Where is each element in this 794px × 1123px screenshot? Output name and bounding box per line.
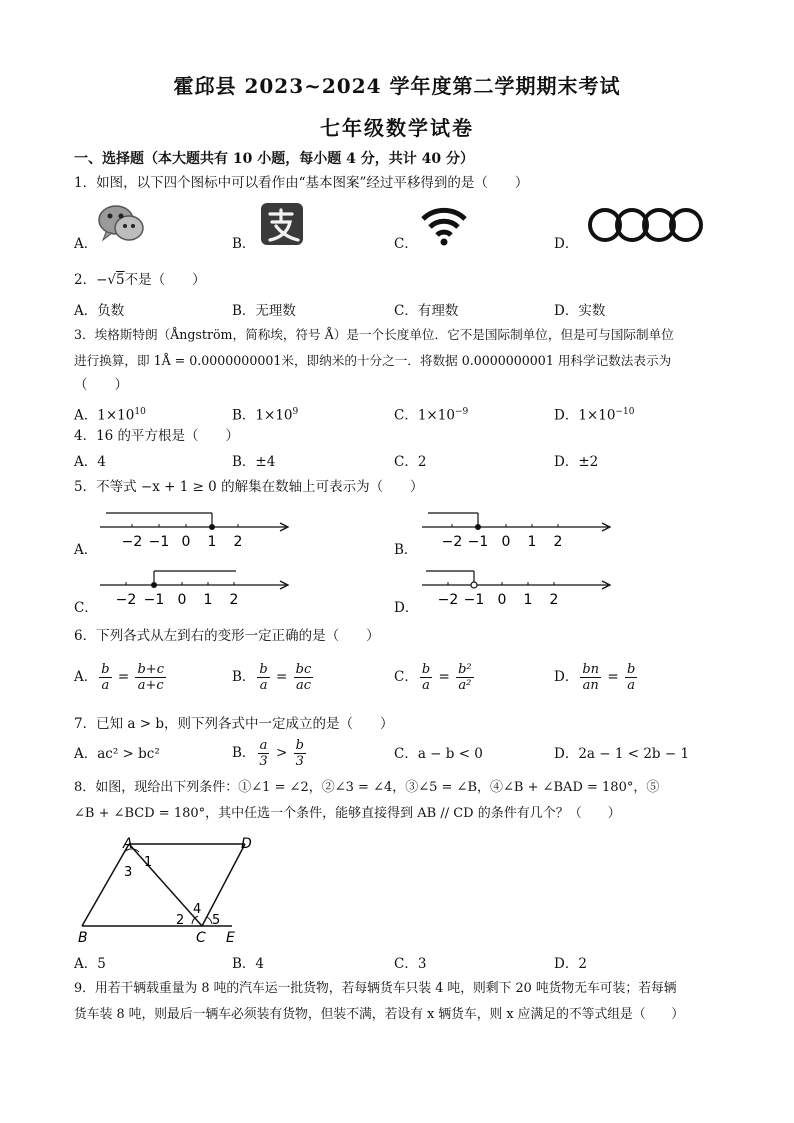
tick-label: −1 bbox=[143, 592, 165, 608]
tick-label: −2 bbox=[121, 534, 143, 550]
point-label-d: D bbox=[241, 836, 252, 852]
q4-option-d: D．±2 bbox=[554, 454, 599, 470]
point-label-e: E bbox=[226, 930, 235, 946]
tick-label: 2 bbox=[229, 592, 239, 608]
exam-subtitle: 七年级数学试卷 bbox=[320, 116, 474, 140]
q5-number-line-a bbox=[96, 508, 292, 552]
q7-option-b: B． $\frac{a}{3}$ > $\frac{b}{3}$ bbox=[232, 738, 304, 769]
section-heading: 一、选择题（本大题共有 10 小题，每小题 4 分，共计 40 分） bbox=[74, 151, 474, 167]
q6-option-d: D． $\frac{bn}{an}$ = $\frac{b}{a}$ bbox=[554, 662, 636, 693]
question-3-line-3: （ ） bbox=[74, 377, 128, 393]
q7-option-c: C．a − b < 0 bbox=[394, 746, 483, 762]
q7-option-a: A．ac² > bc² bbox=[74, 746, 160, 762]
tick-label: −2 bbox=[115, 592, 137, 608]
wifi-icon bbox=[420, 203, 468, 251]
question-9-line-2: 货车装 8 吨，则最后一辆车必须装有货物，但装不满，若设有 x 辆货车，则 x 应满足的不等式组是（ ） bbox=[74, 1007, 685, 1022]
tick-label: 0 bbox=[501, 534, 511, 550]
q2-stem-suffix: 不是（ ） bbox=[124, 272, 206, 288]
wechat-icon bbox=[96, 200, 146, 250]
q4-option-a: A．4 bbox=[74, 454, 106, 470]
q5-option-d: D． bbox=[394, 600, 419, 616]
q1-option-a: A． bbox=[74, 236, 98, 252]
tick-label: 0 bbox=[181, 534, 191, 550]
question-9-line-1: 9．用若干辆载重量为 8 吨的汽车运一批货物，若每辆货车只装 4 吨，则剩下 20 吨货物无车可装；若每辆 bbox=[74, 981, 677, 996]
q5-number-line-c bbox=[96, 566, 292, 610]
question-3-line-1: 3．埃格斯特朗（Ångström，简称埃，符号 Å）是一个长度单位．它不是国际制单位，但是可与国际制单位 bbox=[74, 327, 674, 342]
question-7-stem: 7．已知 a > b，则下列各式中一定成立的是（ ） bbox=[74, 716, 394, 732]
question-4-stem: 4．16 的平方根是（ ） bbox=[74, 428, 240, 444]
tick-label: 1 bbox=[207, 534, 217, 550]
q8-option-c: C．3 bbox=[394, 956, 427, 972]
tick-label: 0 bbox=[497, 592, 507, 608]
q2-stem-prefix: 2．− bbox=[74, 272, 108, 288]
sqrt-sign: √ bbox=[107, 272, 117, 288]
q3-option-a: A．$1\times 10^{10}$ bbox=[74, 407, 146, 424]
alipay-icon bbox=[260, 202, 304, 250]
q6-option-b: B． $\frac{b}{a}$ = $\frac{bc}{ac}$ bbox=[232, 662, 312, 693]
audi-rings-icon bbox=[586, 206, 706, 248]
q5-option-c: C． bbox=[74, 600, 98, 616]
tick-label: −1 bbox=[467, 534, 489, 550]
question-8-line-1: 8．如图，现给出下列条件：①∠1 = ∠2，②∠3 = ∠4，③∠5 = ∠B，④∠B + ∠BAD = 180°，⑤ bbox=[74, 780, 660, 795]
q3-option-d: D．$1\times 10^{-10}$ bbox=[554, 407, 635, 424]
q6-option-c: C． $\frac{b}{a}$ = $\frac{\text{b²}}{\text{a²}}$ bbox=[394, 662, 472, 693]
angle-label-4: 4 bbox=[193, 902, 202, 917]
tick-label: 0 bbox=[177, 592, 187, 608]
q1-option-b: B． bbox=[232, 236, 256, 252]
question-1-stem: 1．如图，以下四个图标中可以看作由“基本图案”经过平移得到的是（ ） bbox=[74, 175, 529, 191]
angle-label-2: 2 bbox=[176, 913, 185, 928]
q2-option-c: C．有理数 bbox=[394, 303, 459, 319]
point-label-a: A bbox=[123, 836, 133, 852]
q5-number-line-d bbox=[418, 566, 614, 610]
tick-label: 1 bbox=[527, 534, 537, 550]
q2-option-d: D．实数 bbox=[554, 303, 606, 319]
q2-option-b: B．无理数 bbox=[232, 303, 296, 319]
angle-label-1: 1 bbox=[144, 855, 153, 870]
q6-option-a: A． $\frac{b}{a}$ = $\frac{b+c}{a+c}$ bbox=[74, 662, 164, 693]
tick-label: 2 bbox=[549, 592, 559, 608]
tick-label: 2 bbox=[553, 534, 563, 550]
q5-option-b: B． bbox=[394, 542, 418, 558]
tick-label: −2 bbox=[441, 534, 463, 550]
q3-option-c: C．$1\times 10^{-9}$ bbox=[394, 407, 469, 424]
q8-option-a: A．5 bbox=[74, 956, 106, 972]
question-2-stem bbox=[74, 267, 734, 293]
tick-label: 2 bbox=[233, 534, 243, 550]
q5-option-a: A． bbox=[74, 542, 98, 558]
q8-parallelogram-figure bbox=[72, 832, 272, 950]
angle-label-3: 3 bbox=[124, 865, 133, 880]
q8-option-b: B．4 bbox=[232, 956, 265, 972]
q2-radicand: 5 bbox=[116, 272, 125, 288]
q1-option-c: C． bbox=[394, 236, 418, 252]
q8-option-d: D．2 bbox=[554, 956, 587, 972]
point-label-c: C bbox=[196, 930, 206, 946]
point-label-b: B bbox=[78, 930, 88, 946]
q4-option-c: C．2 bbox=[394, 454, 427, 470]
tick-label: 1 bbox=[203, 592, 213, 608]
exam-title: 霍邱县 2023~2024 学年度第二学期期末考试 bbox=[173, 74, 621, 98]
question-6-stem: 6．下列各式从左到右的变形一定正确的是（ ） bbox=[74, 628, 380, 644]
q1-option-d: D． bbox=[554, 236, 579, 252]
tick-label: −1 bbox=[463, 592, 485, 608]
tick-label: 1 bbox=[523, 592, 533, 608]
tick-label: −2 bbox=[437, 592, 459, 608]
question-8-line-2: ∠B + ∠BCD = 180°，其中任选一个条件，能够直接得到 AB // CD 的条件有几个？（ ） bbox=[74, 806, 621, 821]
question-5-stem: 5．不等式 −x + 1 ≥ 0 的解集在数轴上可表示为（ ） bbox=[74, 479, 424, 495]
q3-option-b: B．$1\times 10^9$ bbox=[232, 407, 299, 424]
q2-option-a: A．负数 bbox=[74, 303, 125, 319]
q7-option-d: D．2a − 1 < 2b − 1 bbox=[554, 746, 690, 762]
tick-label: −1 bbox=[148, 534, 170, 550]
q4-option-b: B．±4 bbox=[232, 454, 276, 470]
question-3-line-2: 进行换算，即 1Å = 0.0000000001米，即纳米的十分之一．将数据 0.0000000001 用科学记数法表示为 bbox=[74, 353, 672, 368]
angle-label-5: 5 bbox=[212, 913, 221, 928]
q5-number-line-b bbox=[418, 508, 614, 552]
